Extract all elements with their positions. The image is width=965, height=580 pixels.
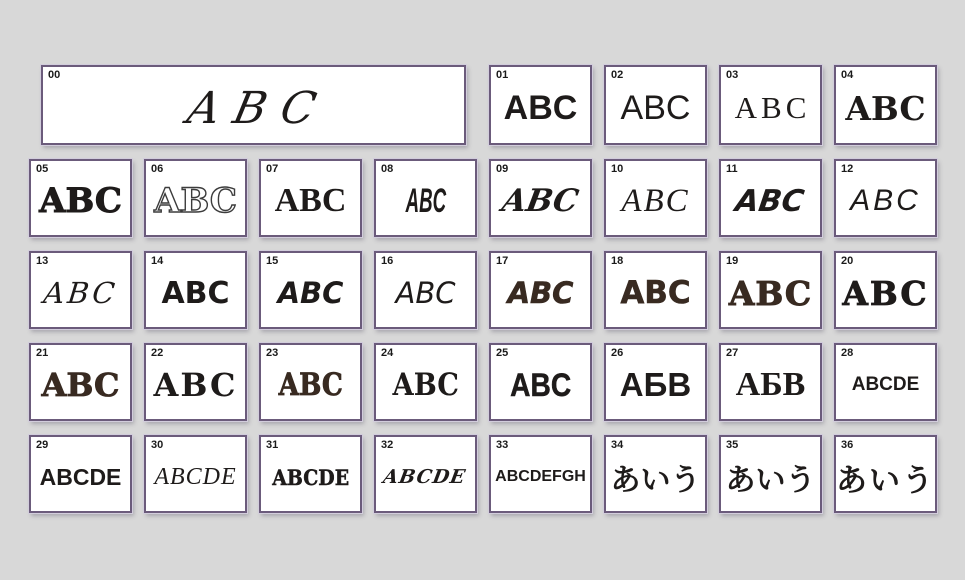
font-sample: ABCDE [851,374,920,395]
font-sample: ABC [734,90,811,125]
font-number: 24 [381,347,394,359]
font-cell-07[interactable] [259,159,362,237]
font-sample: ABC [153,366,238,404]
font-sample: ABC [845,88,926,128]
font-sample: ABCDE [154,463,237,490]
font-number: 27 [726,347,739,359]
font-sample: ABC [41,276,119,310]
font-sample: あいう [725,463,816,498]
font-sample: ABC [620,275,691,311]
font-cell-25[interactable] [489,343,592,421]
font-number: 19 [726,255,739,267]
font-sample: ABC [621,182,690,219]
font-number: 25 [496,347,509,359]
font-cell-05[interactable] [29,159,132,237]
font-sample: ABCDE [39,463,122,490]
font-sample: ABC [277,276,344,310]
font-sample: あいう [610,463,701,498]
font-number: 21 [36,347,49,359]
font-cell-15[interactable] [259,251,362,329]
font-number: 01 [496,69,509,81]
font-sample: ABC [161,275,230,311]
font-sample: ABC [850,184,921,217]
font-cell-01[interactable] [489,65,592,145]
font-sample: ABCDE [272,464,349,490]
font-sample: ABC [728,273,813,313]
font-number: 12 [841,163,854,175]
font-number: 02 [611,69,624,81]
font-number: 10 [611,163,624,175]
font-sample: ABC [499,183,581,219]
font-cell-06[interactable] [144,159,247,237]
font-cell-16[interactable] [374,251,477,329]
font-cell-14[interactable] [144,251,247,329]
font-sample: ABC [503,88,578,127]
font-cell-35[interactable] [719,435,822,513]
font-sample: ABC [405,181,446,220]
font-number: 36 [841,439,854,451]
font-cell-18[interactable] [604,251,707,329]
font-cell-10[interactable] [604,159,707,237]
font-number: 05 [36,163,49,175]
font-cell-26[interactable] [604,343,707,421]
font-cell-00[interactable] [41,65,466,145]
font-sample: ABC [509,366,571,403]
font-sample: ABCDEFGH [495,468,586,485]
font-number: 15 [266,255,279,267]
font-cell-09[interactable] [489,159,592,237]
font-number: 29 [36,439,49,451]
font-number: 14 [151,255,164,267]
font-cell-28[interactable] [834,343,937,421]
font-number: 11 [726,163,738,175]
font-sample: ABC [278,367,343,403]
font-number: 13 [36,255,49,267]
font-cell-33[interactable] [489,435,592,513]
font-cell-08[interactable] [374,159,477,237]
font-sample: АБВ [619,366,692,403]
font-cell-32[interactable] [374,435,477,513]
font-cell-12[interactable] [834,159,937,237]
font-number: 23 [266,347,279,359]
font-cell-22[interactable] [144,343,247,421]
font-number: 35 [726,439,739,451]
font-sample: АБВ [735,366,806,403]
font-number: 30 [151,439,164,451]
font-sample: ABC [395,276,456,310]
font-number: 09 [496,163,509,175]
font-sample-grid [29,65,937,513]
font-number: 03 [726,69,739,81]
font-number: 32 [381,439,394,451]
font-cell-04[interactable] [834,65,937,145]
font-cell-19[interactable] [719,251,822,329]
font-cell-03[interactable] [719,65,822,145]
font-cell-29[interactable] [29,435,132,513]
font-number: 31 [266,439,279,451]
font-sample: ABC [392,367,459,403]
font-number: 20 [841,255,854,267]
font-sample: ABC [733,183,807,219]
font-number: 16 [381,255,394,267]
font-cell-27[interactable] [719,343,822,421]
font-sample: ABCDE [381,466,469,488]
font-number: 26 [611,347,624,359]
font-sample: ABC [154,181,237,221]
font-sample: ABC [274,182,347,219]
font-cell-23[interactable] [259,343,362,421]
font-number: 22 [151,347,164,359]
font-number: 08 [381,163,394,175]
font-cell-30[interactable] [144,435,247,513]
font-number: 06 [151,163,164,175]
font-number: 17 [496,255,509,267]
font-sample: ABC [620,88,691,127]
font-cell-31[interactable] [259,435,362,513]
font-cell-20[interactable] [834,251,937,329]
font-cell-13[interactable] [29,251,132,329]
font-sample: ABC [842,273,929,313]
font-number: 00 [48,69,61,81]
font-cell-24[interactable] [374,343,477,421]
font-cell-11[interactable] [719,159,822,237]
font-sample: ABC [507,276,574,310]
font-number: 34 [611,439,624,451]
font-sample: ABC [183,82,335,134]
font-cell-21[interactable] [29,343,132,421]
font-sample: ABC [41,366,120,404]
font-cell-36[interactable] [834,435,937,513]
font-number: 33 [496,439,509,451]
font-cell-02[interactable] [604,65,707,145]
font-cell-34[interactable] [604,435,707,513]
font-number: 18 [611,255,624,267]
font-number: 04 [841,69,854,81]
font-cell-17[interactable] [489,251,592,329]
font-number: 28 [841,347,854,359]
font-sample: ABC [39,181,122,221]
font-number: 07 [266,163,279,175]
font-sample: あいう [836,462,935,499]
